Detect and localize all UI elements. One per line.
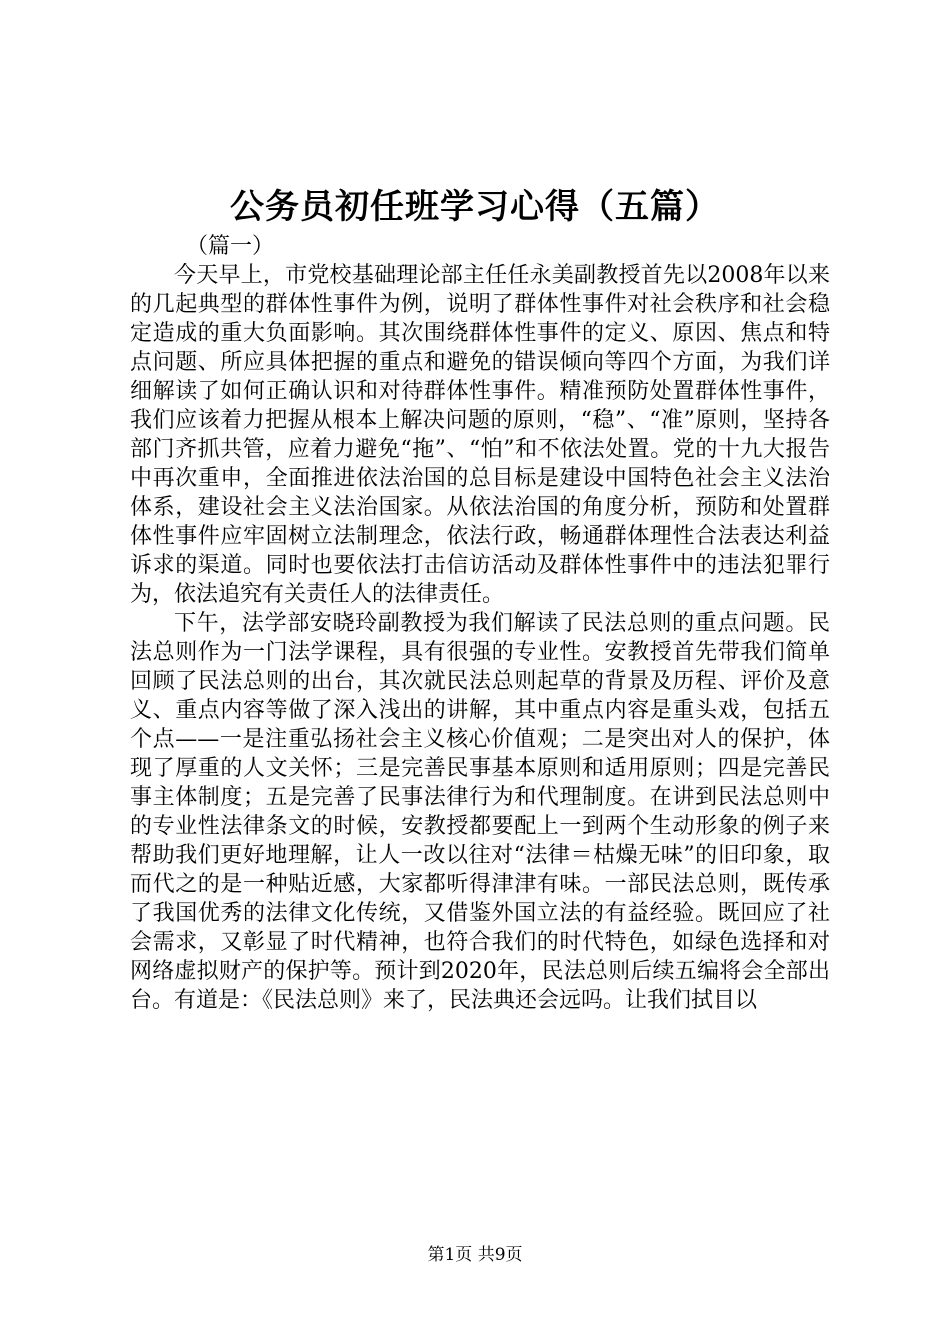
- document-title: 公务员初任班学习心得（五篇）: [230, 187, 720, 227]
- section-label: （篇一）: [186, 234, 275, 259]
- page-footer: 第1页 共9页: [427, 1245, 523, 1265]
- document-body: [130, 232, 830, 1015]
- paragraph-1: 今天早上，市党校基础理论部主任任永美副教授首先以2008年以来的几起典型的群体性事件为例，说明了群体性事件对社会秩序和社会稳定造成的重大负面影响。其次围绕群体性事件的定义、原因、焦点和特点问题、所应具体把握的重点和避免的错误倾向等四个方面，为我们详细解读了如何正确认识和对待群体性事件。精准预防处置群体性事件，我们应该着力把握从根本上解决问题的原则，“稳”、“准”原则，坚持各部门齐抓共管，应着力避免“拖”、“怕”和不依法处置。党的十九大报告中再次重申，全面推进依法治国的总目标是建设中国特色社会主义法治体系，建设社会主义法治国家。从依法治国的角度分析，预防和处置群体性事件应牢固树立法制理念，依法行政，畅通群体理性合法表达利益诉求的渠道。同时也要依法打击信访活动及群体性事件中的违法犯罪行为，依法追究有关责任人的法律责任。: [130, 263, 830, 607]
- paragraph-2: 下午，法学部安晓玲副教授为我们解读了民法总则的重点问题。民法总则作为一门法学课程，具有很强的专业性。安教授首先带我们简单回顾了民法总则的出台，其次就民法总则起草的背景及历程、评价及意义、重点内容等做了深入浅出的讲解，其中重点内容是重头戏，包括五个点——一是注重弘扬社会主义核心价值观；二是突出对人的保护，体现了厚重的人文关怀；三是完善民事基本原则和适用原则；四是完善民事主体制度；五是完善了民事法律行为和代理制度。在讲到民法总则中的专业性法律条文的时候，安教授都要配上一到两个生动形象的例子来帮助我们更好地理解，让人一改以往对“法律＝枯燥无味”的旧印象，取而代之的是一种贴近感，大家都听得津津有味。一部民法总则，既传承了我国优秀的法律文化传统，又借鉴外国立法的有益经验。既回应了社会需求，又彰显了时代精神，也符合我们的时代特色，如绿色选择和对网络虚拟财产的保护等。预计到2020年，民法总则后续五编将会全部出台。有道是：《民法总则》来了，民法典还会远吗。让我们拭目以: [130, 611, 830, 1013]
